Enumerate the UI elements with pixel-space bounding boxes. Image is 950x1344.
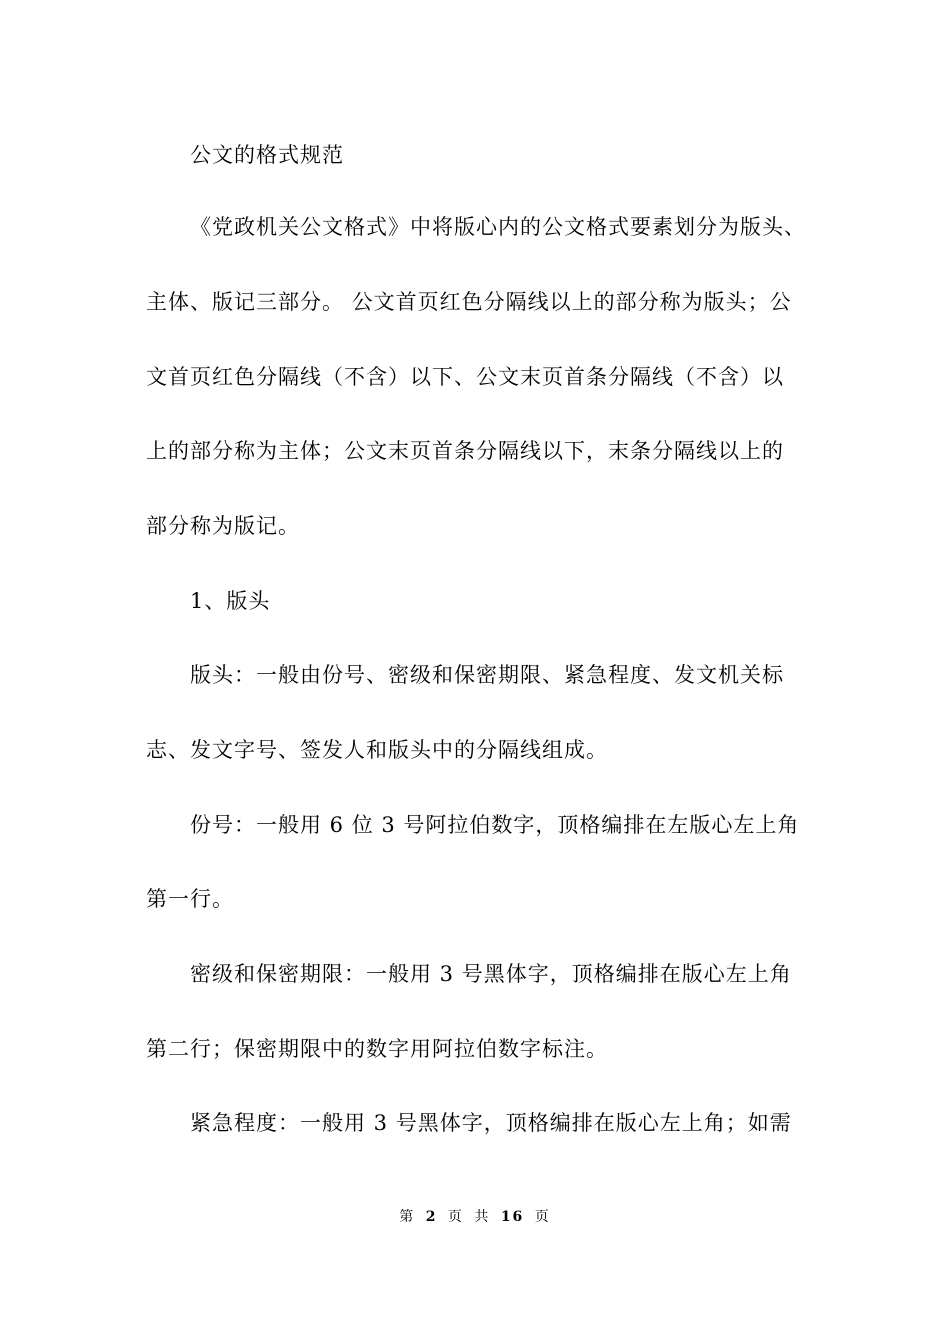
paragraph-line: 《党政机关公文格式》中将版心内的公文格式要素划分为版头、 — [190, 215, 806, 239]
document-title: 公文的格式规范 — [190, 143, 344, 167]
section-heading: 1、版头 — [190, 589, 271, 613]
footer-middle: 页 共 — [447, 1209, 491, 1225]
page-footer — [0, 1208, 950, 1226]
paragraph-line: 文首页红色分隔线（不含）以下、公文末页首条分隔线（不含）以 — [146, 365, 784, 389]
footer-suffix: 页 — [534, 1209, 551, 1225]
total-page-count: 16 — [500, 1209, 525, 1225]
paragraph-line: 版头：一般由份号、密级和保密期限、紧急程度、发文机关标 — [190, 663, 784, 687]
paragraph-line: 上的部分称为主体；公文末页首条分隔线以下，末条分隔线以上的 — [146, 439, 784, 463]
paragraph-line: 部分称为版记。 — [146, 514, 300, 538]
paragraph-line: 志、发文字号、签发人和版头中的分隔线组成。 — [146, 738, 608, 762]
paragraph-line: 密级和保密期限：一般用 3 号黑体字，顶格编排在版心左上角 — [190, 962, 792, 986]
paragraph-line: 第一行。 — [146, 887, 234, 911]
current-page-number: 2 — [425, 1209, 438, 1225]
paragraph-line: 主体、版记三部分。 公文首页红色分隔线以上的部分称为版头；公 — [146, 290, 792, 314]
paragraph-line: 紧急程度：一般用 3 号黑体字，顶格编排在版心左上角；如需 — [190, 1111, 792, 1135]
paragraph-line: 第二行；保密期限中的数字用阿拉伯数字标注。 — [146, 1037, 608, 1061]
footer-prefix: 第 — [399, 1209, 416, 1225]
paragraph-line: 份号：一般用 6 位 3 号阿拉伯数字，顶格编排在左版心左上角 — [190, 813, 800, 837]
